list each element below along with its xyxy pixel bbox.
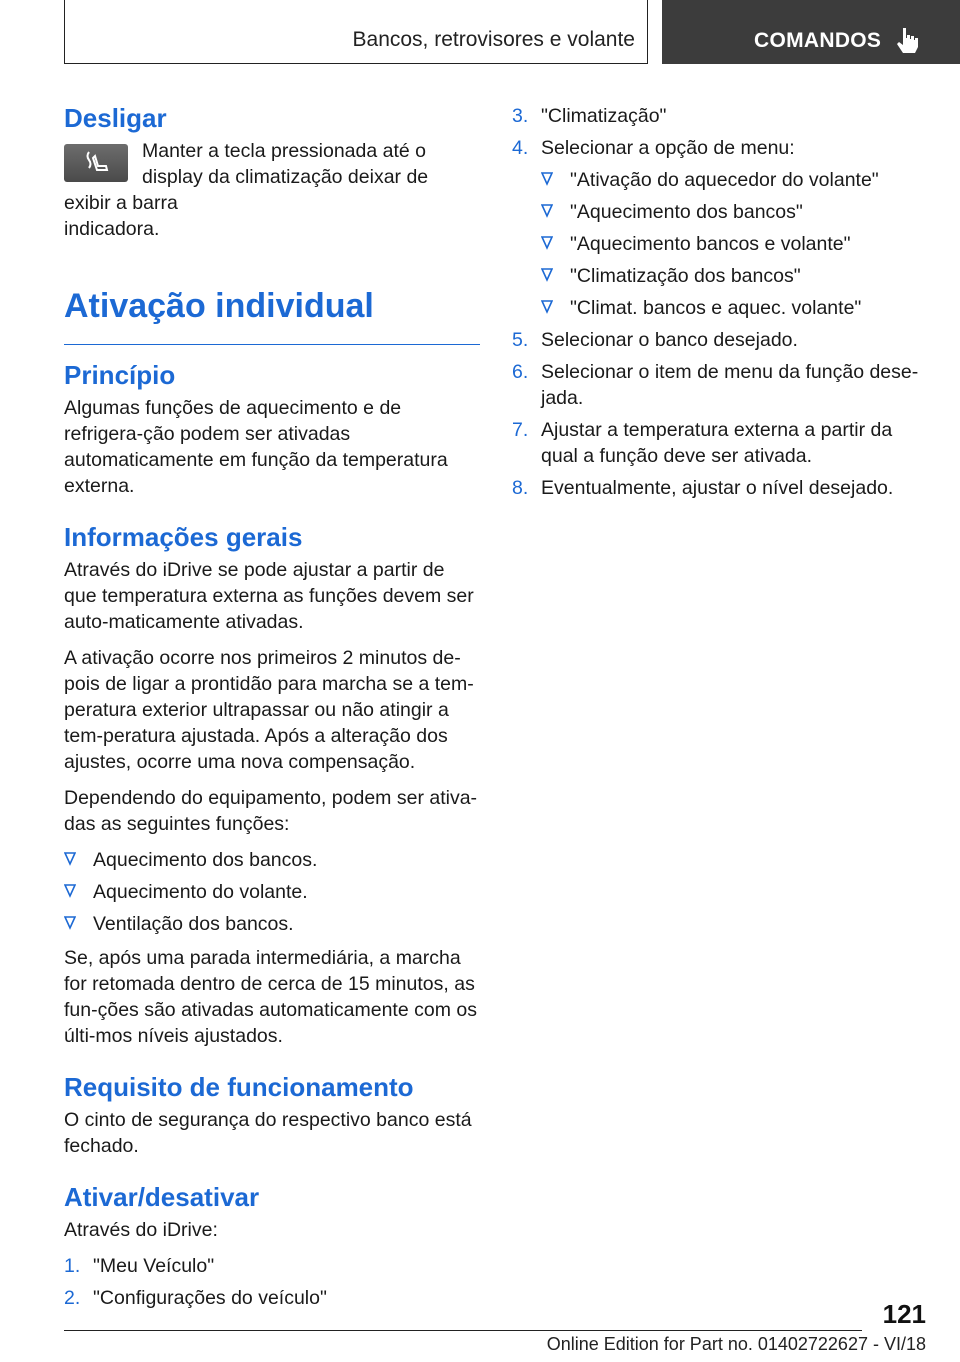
list-item: 4. Selecionar a opção de menu: "Ativação do aquecedor do volante" "Aquecimento dos bancos" "Aquecimento bancos e volante" "Climatização dos bancos" "Climat. bancos e aquec. volante"	[512, 135, 926, 321]
list-item: 5. Selecionar o banco desejado.	[512, 329, 798, 351]
principio-text: Algumas funções de aquecimento e de refrigera-ção podem ser ativadas automaticamente em função da temperatura externa.	[64, 397, 448, 497]
bullet-triangle-icon	[541, 172, 553, 186]
function-list	[64, 847, 480, 937]
list-item: 3. "Climatização"	[512, 105, 667, 127]
desligar-heading: Desligar	[64, 103, 167, 133]
principio-heading: Princípio	[64, 360, 176, 390]
section-heading: Ativação individual	[64, 286, 480, 345]
left-column	[64, 100, 480, 1319]
desligar-text-a: Manter a tecla pressionada até o display da climatização deixar de exibir a barra	[64, 140, 429, 214]
heated-seat-icon	[81, 150, 111, 176]
info-paragraph-2: A ativação ocorre nos primeiros 2 minutos de-pois de ligar a prontidão para marcha se a tem-peratura exterior ultrapassar ou não atingir a tem-peratura ajustada. Após a alteração dos ajustes, ocorre uma nova compensação.	[64, 647, 474, 773]
bullet-triangle-icon	[64, 852, 76, 866]
bullet-triangle-icon	[541, 204, 553, 218]
bullet-triangle-icon	[541, 268, 553, 282]
bullet-triangle-icon	[541, 236, 553, 250]
desligar-text-b: indicadora.	[64, 218, 160, 240]
ativar-text: Através do iDrive:	[64, 1219, 218, 1241]
header-section-title: Bancos, retrovisores e volante	[352, 28, 635, 51]
list-item: "Aquecimento dos bancos"	[541, 199, 926, 225]
list-item: Aquecimento dos bancos.	[64, 847, 480, 873]
page-header	[0, 0, 960, 66]
footer-edition: Online Edition for Part no. 01402722627 - VI/18	[546, 1334, 926, 1354]
list-item: Ventilação dos bancos.	[64, 911, 480, 937]
steps-list-right	[512, 103, 926, 501]
header-title-box	[64, 0, 648, 64]
bullet-triangle-icon	[541, 300, 553, 314]
list-item: "Aquecimento bancos e volante"	[541, 231, 926, 257]
list-item: 6. Selecionar o item de menu da função dese-jada.	[512, 361, 919, 409]
header-chapter-tab	[662, 0, 960, 64]
list-item: 2. "Configurações do veículo"	[64, 1287, 327, 1309]
list-item: 8. Eventualmente, ajustar o nível desejado.	[512, 477, 894, 499]
info-paragraph-4: Se, após uma parada intermediária, a marcha for retomada dentro de cerca de 15 minutos, as fun-ções são ativadas automaticamente com os últi-mos níveis ajustados.	[64, 947, 477, 1047]
requisito-text: O cinto de segurança do respectivo banco está fechado.	[64, 1109, 472, 1157]
chapter-tab-label: COMANDOS	[754, 29, 882, 52]
info-heading: Informações gerais	[64, 522, 303, 552]
pointing-hand-icon	[894, 26, 922, 54]
ativar-heading: Ativar/desativar	[64, 1182, 260, 1212]
footer-divider	[64, 1330, 862, 1331]
right-column	[512, 103, 926, 509]
list-item: Aquecimento do volante.	[64, 879, 480, 905]
page-number: 121	[882, 1299, 926, 1329]
steps-list-left	[64, 1253, 480, 1311]
list-item: 7. Ajustar a temperatura externa a partir da qual a função deve ser ativada.	[512, 419, 893, 467]
bullet-triangle-icon	[64, 916, 76, 930]
bullet-triangle-icon	[64, 884, 76, 898]
list-item: "Climat. bancos e aquec. volante"	[541, 295, 926, 321]
desligar-instruction	[64, 138, 480, 216]
list-item: "Ativação do aquecedor do volante"	[541, 167, 926, 193]
list-item: "Climatização dos bancos"	[541, 263, 926, 289]
menu-options-list	[541, 167, 926, 321]
requisito-heading: Requisito de funcionamento	[64, 1072, 414, 1102]
info-paragraph-3: Dependendo do equipamento, podem ser ativa-das as seguintes funções:	[64, 787, 478, 835]
heated-seat-key	[64, 144, 128, 182]
info-paragraph-1: Através do iDrive se pode ajustar a partir de que temperatura externa as funções devem ser auto-maticamente ativadas.	[64, 559, 474, 633]
list-item: 1. "Meu Veículo"	[64, 1255, 215, 1277]
